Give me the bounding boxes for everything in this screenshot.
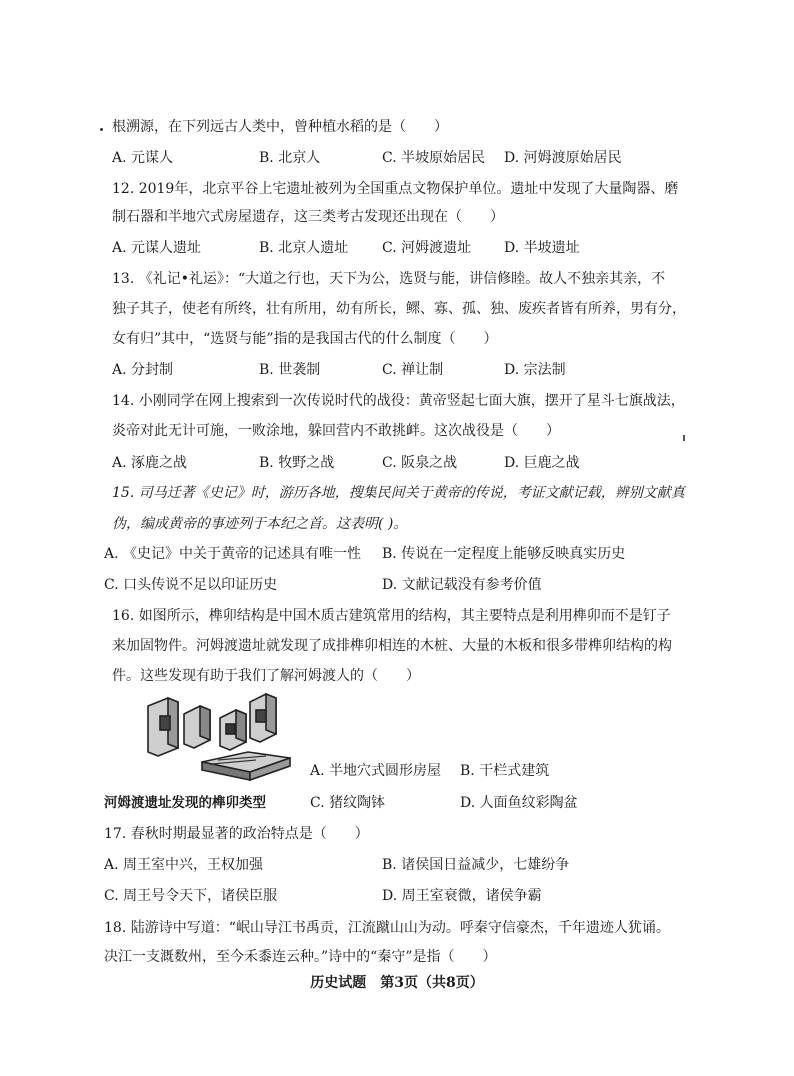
q14-stem-line-2: 炎帝对此无计可施，一败涂地，躲回营内不敢挑衅。这次战役是（ ）: [112, 423, 560, 439]
q17-stem: 17. 春秋时期最显著的政治特点是（ ）: [104, 826, 369, 842]
q17-option-c[interactable]: C. 周王号令天下，诸侯臣服: [104, 888, 278, 904]
q11-option-c[interactable]: C. 半坡原始居民: [382, 150, 486, 166]
q14-option-c[interactable]: C. 阪泉之战: [382, 455, 458, 471]
q18-stem-line-2: 决江一支溉数州，至今禾黍连云种。”诗中的“秦守”是指（ ）: [104, 949, 497, 965]
mortise-tenon-illustration: [138, 688, 298, 784]
q15-stem-line-1: 15. 司马迁著《史记》时，游历各地，搜集民间关于黄帝的传说，考证文献记载，辨别文献真: [112, 485, 685, 501]
q16-stem-line-3: 件。这些发现有助于我们了解河姆渡人的（ ）: [112, 668, 420, 684]
q13-option-d[interactable]: D. 宗法制: [504, 362, 566, 378]
q15-option-c[interactable]: C. 口头传说不足以印证历史: [104, 577, 278, 593]
q13-option-c[interactable]: C. 禅让制: [382, 362, 444, 378]
q16-option-d[interactable]: D. 人面鱼纹彩陶盆: [460, 795, 578, 811]
q17-option-a[interactable]: A. 周王室中兴，王权加强: [104, 857, 264, 873]
q16-figure-caption: 河姆渡遗址发现的榫卯类型: [104, 795, 266, 811]
q13-stem-line-2: 独子其子，使老有所终，壮有所用，幼有所长，鳏、寡、孤、独、废疾者皆有所养，男有分，: [112, 301, 686, 317]
q12-option-d[interactable]: D. 半坡遗址: [504, 240, 580, 256]
q16-option-b[interactable]: B. 干栏式建筑: [460, 763, 550, 779]
q11-stem: 根溯源，在下列远古人类中，曾种植水稻的是（ ）: [112, 119, 448, 135]
q16-stem-line-1: 16. 如图所示，榫卯结构是中国木质古建筑常用的结构，其主要特点是利用榫卯而不是钉子: [112, 608, 671, 624]
q15-option-d[interactable]: D. 文献记载没有参考价值: [382, 577, 542, 593]
q15-option-a[interactable]: A. 《史记》中关于黄帝的记述具有唯一性: [104, 546, 362, 562]
q18-stem-line-1: 18. 陆游诗中写道：“岷山导江书禹贡，江流蹴山山为动。呼秦守信豪杰，千年遗迹人犹诵。: [104, 920, 670, 936]
page-footer: 历史试题 第3页（共8页）: [310, 975, 484, 991]
q14-stem-line-1: 14. 小刚同学在网上搜索到一次传说时代的战役：黄帝竖起七面大旗，摆开了星斗七旗战法，: [112, 393, 685, 409]
q11-option-a[interactable]: A. 元谋人: [112, 150, 174, 166]
q16-stem-line-2: 来加固物件。河姆渡遗址就发现了成排榫卯相连的木桩、大量的木板和很多带榫卯结构的构: [112, 638, 672, 654]
q16-option-a[interactable]: A. 半地穴式圆形房屋: [310, 763, 442, 779]
q12-option-a[interactable]: A. 元谋人遗址: [112, 240, 202, 256]
q14-option-d[interactable]: D. 巨鹿之战: [504, 455, 580, 471]
q12-option-c[interactable]: C. 河姆渡遗址: [382, 240, 472, 256]
q11-option-d[interactable]: D. 河姆渡原始居民: [504, 150, 622, 166]
q14-option-a[interactable]: A. 涿鹿之战: [112, 455, 188, 471]
stray-tick: [683, 435, 685, 441]
q13-option-a[interactable]: A. 分封制: [112, 362, 174, 378]
q11-option-b[interactable]: B. 北京人: [259, 150, 321, 166]
q13-stem-line-1: 13. 《礼记•礼运》：“大道之行也，天下为公，选贤与能，讲信修睦。故人不独亲其亲，不: [112, 271, 666, 287]
q12-stem-line-2: 制石器和半地穴式房屋遗存，这三类考古发现还出现在（ ）: [112, 209, 504, 225]
q17-option-d[interactable]: D. 周王室衰微，诸侯争霸: [382, 888, 542, 904]
q17-option-b[interactable]: B. 诸侯国日益减少，七雄纷争: [382, 857, 570, 873]
q15-option-b[interactable]: B. 传说在一定程度上能够反映真实历史: [382, 546, 626, 562]
q12-option-b[interactable]: B. 北京人遗址: [259, 240, 349, 256]
stray-dot: [100, 128, 103, 131]
q13-stem-line-3: 女有归”其中，“选贤与能”指的是我国古代的什么制度（ ）: [112, 331, 498, 347]
q13-option-b[interactable]: B. 世袭制: [259, 362, 321, 378]
q14-option-b[interactable]: B. 牧野之战: [259, 455, 335, 471]
q15-stem-line-2: 伪，编成黄帝的事迹列于本纪之首。这表明( )。: [112, 516, 408, 532]
q16-option-c[interactable]: C. 猪纹陶钵: [310, 795, 386, 811]
q12-stem-line-1: 12. 2019年，北京平谷上宅遗址被列为全国重点文物保护单位。遗址中发现了大量陶器、磨: [112, 181, 679, 197]
